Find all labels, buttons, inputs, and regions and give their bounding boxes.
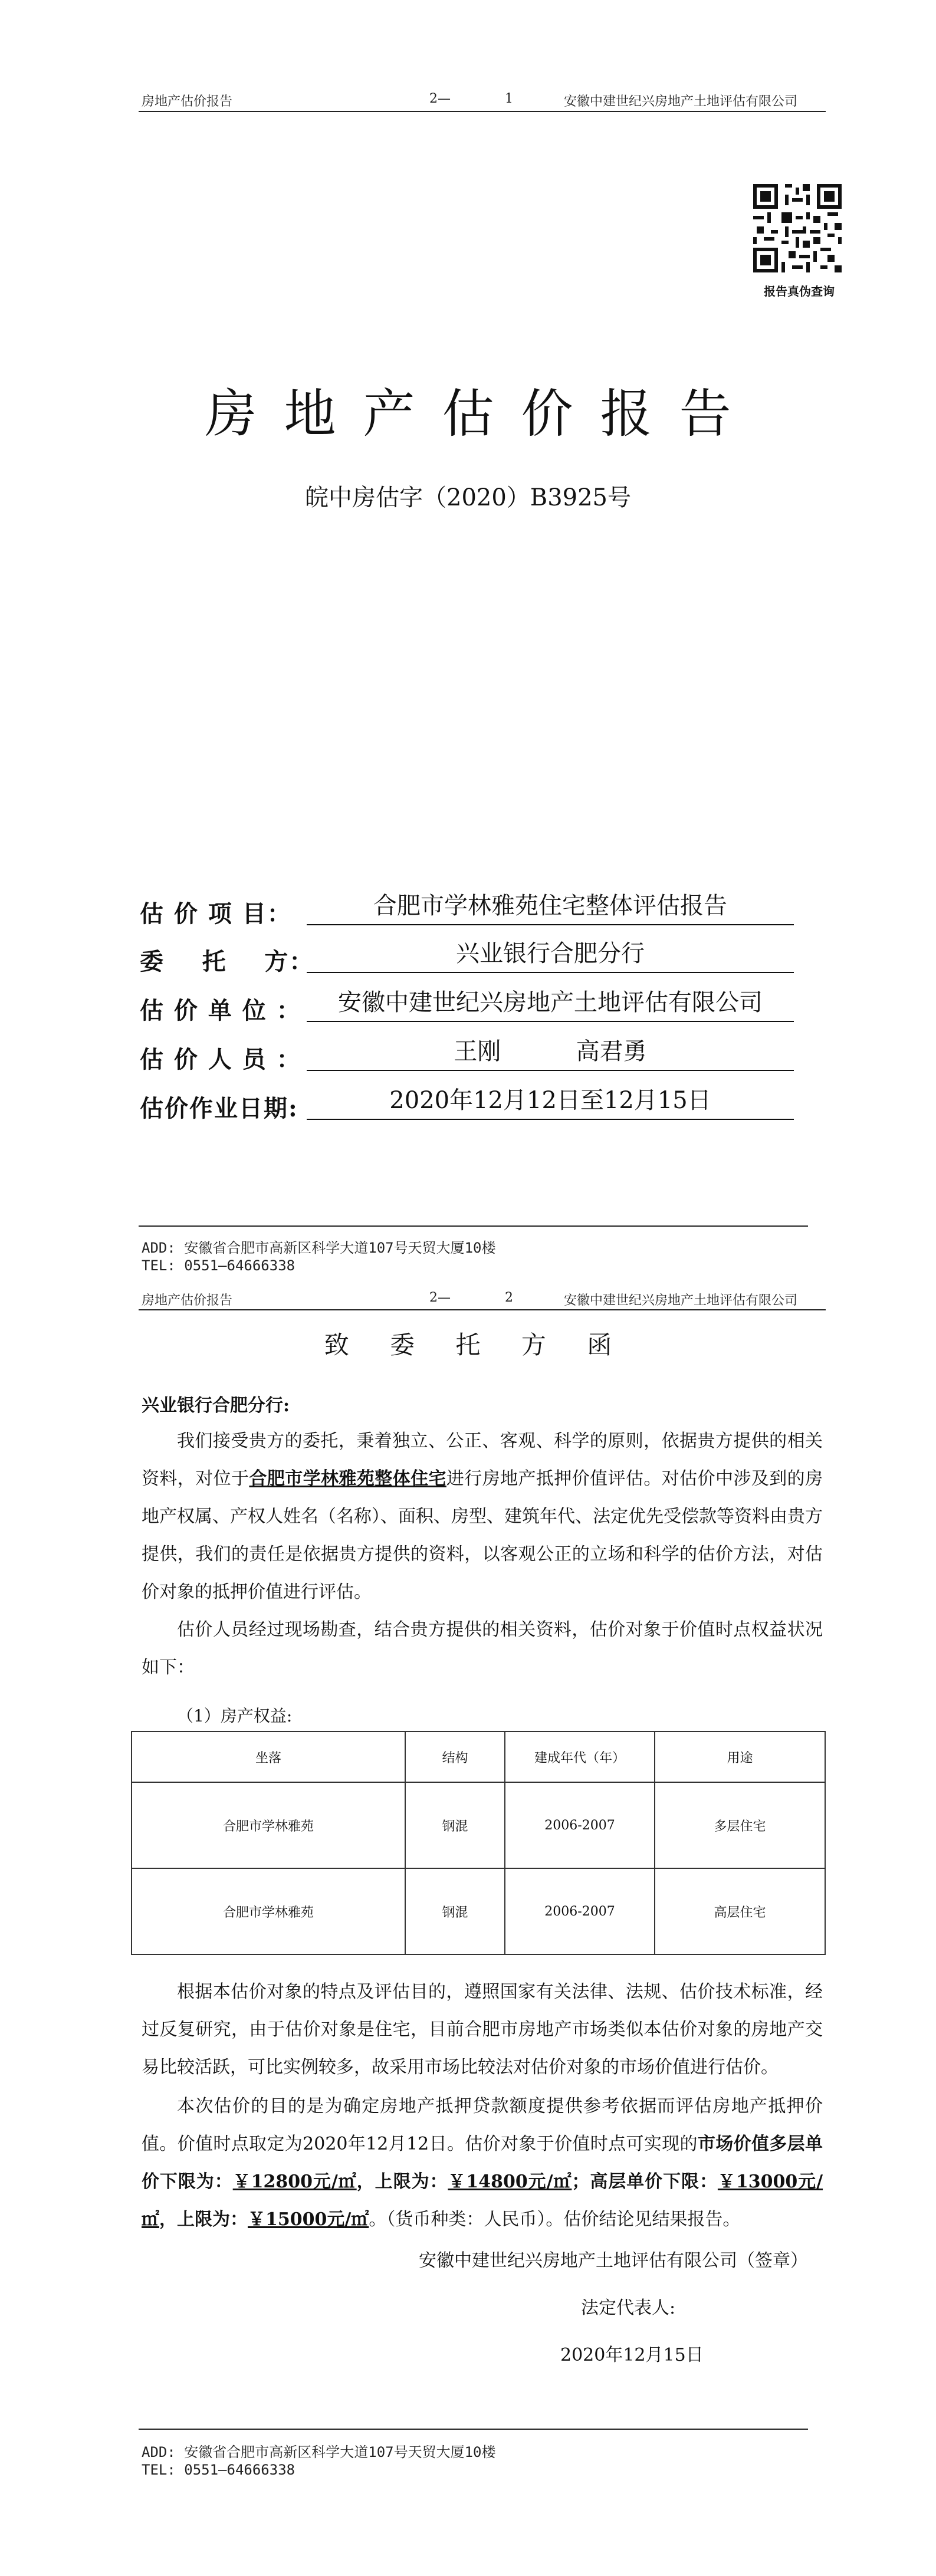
- letter-paragraph-1-post: 进行房地产抵押价值评估。对估价中涉及到的房地产权属、产权人姓名（名称）、面积、房型、建筑年代、法定优先受偿款等资料由贵方提供，我们的责任是依据贵方提供的资料，以客观公正的立场和科学的估价方法，对估价对象的抵押价值进行评估。: [142, 1468, 823, 1602]
- upper-limit-label-2: ，上限为：: [159, 2209, 248, 2230]
- table-cell-location: 合肥市学林雅苑: [132, 1782, 405, 1868]
- table-header-structure: 结构: [405, 1731, 505, 1782]
- property-rights-table: [131, 1731, 826, 1955]
- multistorey-lower-price: ￥12800元/㎡: [232, 2171, 357, 2192]
- page2-footer-address: ADD: 安徽省合肥市高新区科学大道107号天贸大厦10楼: [142, 2444, 496, 2460]
- page2-header-right: 安徽中建世纪兴房地产土地评估有限公司: [564, 1293, 798, 1308]
- page1-header-page-num: 1: [505, 91, 513, 106]
- highrise-upper-price: ￥15000元/㎡: [248, 2209, 369, 2230]
- field-label-client: 委 托 方：: [140, 948, 314, 975]
- letter-title: 致 委 托 方 函: [324, 1330, 629, 1359]
- letter-paragraph-1-pre: 我们接受贵方的委托，秉着独立、公正、客观、科学的原则，依据贵方提供的相关资料，对位于: [142, 1431, 823, 1489]
- page2-header-page-total: 2—: [429, 1290, 451, 1305]
- highrise-label: ；高层单价下限：: [572, 2171, 718, 2192]
- signature-date: 2020年12月15日: [560, 2345, 704, 2365]
- field-value-appraiser-org: 安徽中建世纪兴房地产土地评估有限公司: [307, 988, 794, 1022]
- field-label-work-dates: 估价作业日期:: [140, 1095, 298, 1122]
- rights-caption: （1）房产权益:: [177, 1706, 293, 1726]
- signature-company: 安徽中建世纪兴房地产土地评估有限公司（签章）: [419, 2250, 808, 2271]
- field-label-appraisers: 估 价 人 员 ：: [140, 1046, 301, 1073]
- table-cell-structure: 钢混: [405, 1782, 505, 1868]
- page2-header-page-num: 2: [505, 1290, 513, 1305]
- table-row: [132, 1782, 825, 1868]
- page1-footer-tel: TEL: 0551—64666338: [142, 1257, 295, 1274]
- table-cell-built-year: 2006-2007: [505, 1868, 655, 1954]
- letter-paragraph-4-end: 。（货币种类：人民币）。估价结论见结果报告。: [369, 2209, 741, 2230]
- page1-header-right: 安徽中建世纪兴房地产土地评估有限公司: [564, 94, 798, 109]
- page2-footer-rule: [139, 2429, 808, 2430]
- field-value-appraisers: 王刚 高君勇: [307, 1037, 794, 1071]
- page2-header-rule: [139, 1309, 826, 1310]
- page1-header-page-total: 2—: [429, 91, 451, 106]
- letter-paragraph-2: 估价人员经过现场勘查，结合贵方提供的相关资料，估价对象于价值时点权益状况如下：: [142, 1619, 823, 1678]
- signature-representative: 法定代表人:: [581, 2298, 676, 2318]
- multistorey-upper-price: ￥14800元/㎡: [448, 2171, 572, 2192]
- report-title: 房地产估价报告: [205, 383, 758, 444]
- table-header-usage: 用途: [655, 1731, 825, 1782]
- table-cell-built-year: 2006-2007: [505, 1782, 655, 1868]
- page2-footer-tel: TEL: 0551—64666338: [142, 2462, 295, 2478]
- field-label-project: 估 价 项 目：: [140, 900, 292, 928]
- letter-property-name: 合肥市学林雅苑整体住宅: [249, 1468, 446, 1489]
- table-header-built-year: 建成年代（年）: [505, 1731, 655, 1782]
- field-value-client: 兴业银行合肥分行: [307, 939, 794, 973]
- table-cell-structure: 钢混: [405, 1868, 505, 1954]
- letter-addressee: 兴业银行合肥分行:: [142, 1395, 290, 1416]
- page1-footer-rule: [139, 1225, 808, 1227]
- letter-paragraph-4: [142, 2088, 823, 2239]
- letter-paragraph-1: [142, 1422, 823, 1611]
- table-header-row: [132, 1731, 825, 1782]
- field-label-appraiser-org: 估 价 单 位 ：: [140, 997, 301, 1024]
- table-cell-usage: 高层住宅: [655, 1868, 825, 1954]
- table-cell-usage: 多层住宅: [655, 1782, 825, 1868]
- table-header-location: 坐落: [132, 1731, 405, 1782]
- letter-paragraph-3: 根据本估价对象的特点及评估目的，遵照国家有关法律、法规、估价技术标准，经过反复研究，由于估价对象是住宅，目前合肥市房地产市场类似本估价对象的房地产交易比较活跃，可比实例较多，故采用市场比较法对估价对象的市场价值进行估价。: [142, 1982, 823, 2078]
- page1-footer-address: ADD: 安徽省合肥市高新区科学大道107号天贸大厦10楼: [142, 1240, 496, 1256]
- page1-header-rule: [139, 111, 826, 112]
- page2-header-left: 房地产估价报告: [142, 1293, 233, 1308]
- report-number: 皖中房估字（2020）B3925号: [305, 484, 631, 511]
- page1-header-left: 房地产估价报告: [142, 94, 233, 109]
- field-value-work-dates: 2020年12月12日至12月15日: [307, 1086, 794, 1120]
- field-value-project: 合肥市学林雅苑住宅整体评估报告: [307, 891, 794, 925]
- letter-paragraph-4-intro: 本次估价的目的是为确定房地产抵押贷款额度提供参考依据而评估房地产抵押价值。价值时点取定为2020年12月12日。估价对象于价值时点可实现的: [142, 2096, 823, 2154]
- qr-code-icon: [753, 184, 842, 272]
- table-row: [132, 1868, 825, 1954]
- upper-limit-label-1: ，上限为：: [356, 2171, 448, 2192]
- market-value-label: 市场价值多层单价下限为：: [142, 2134, 823, 2192]
- qr-caption: 报告真伪查询: [764, 284, 835, 298]
- highrise-lower-price: ￥13000元/㎡: [142, 2171, 823, 2230]
- table-cell-location: 合肥市学林雅苑: [132, 1868, 405, 1954]
